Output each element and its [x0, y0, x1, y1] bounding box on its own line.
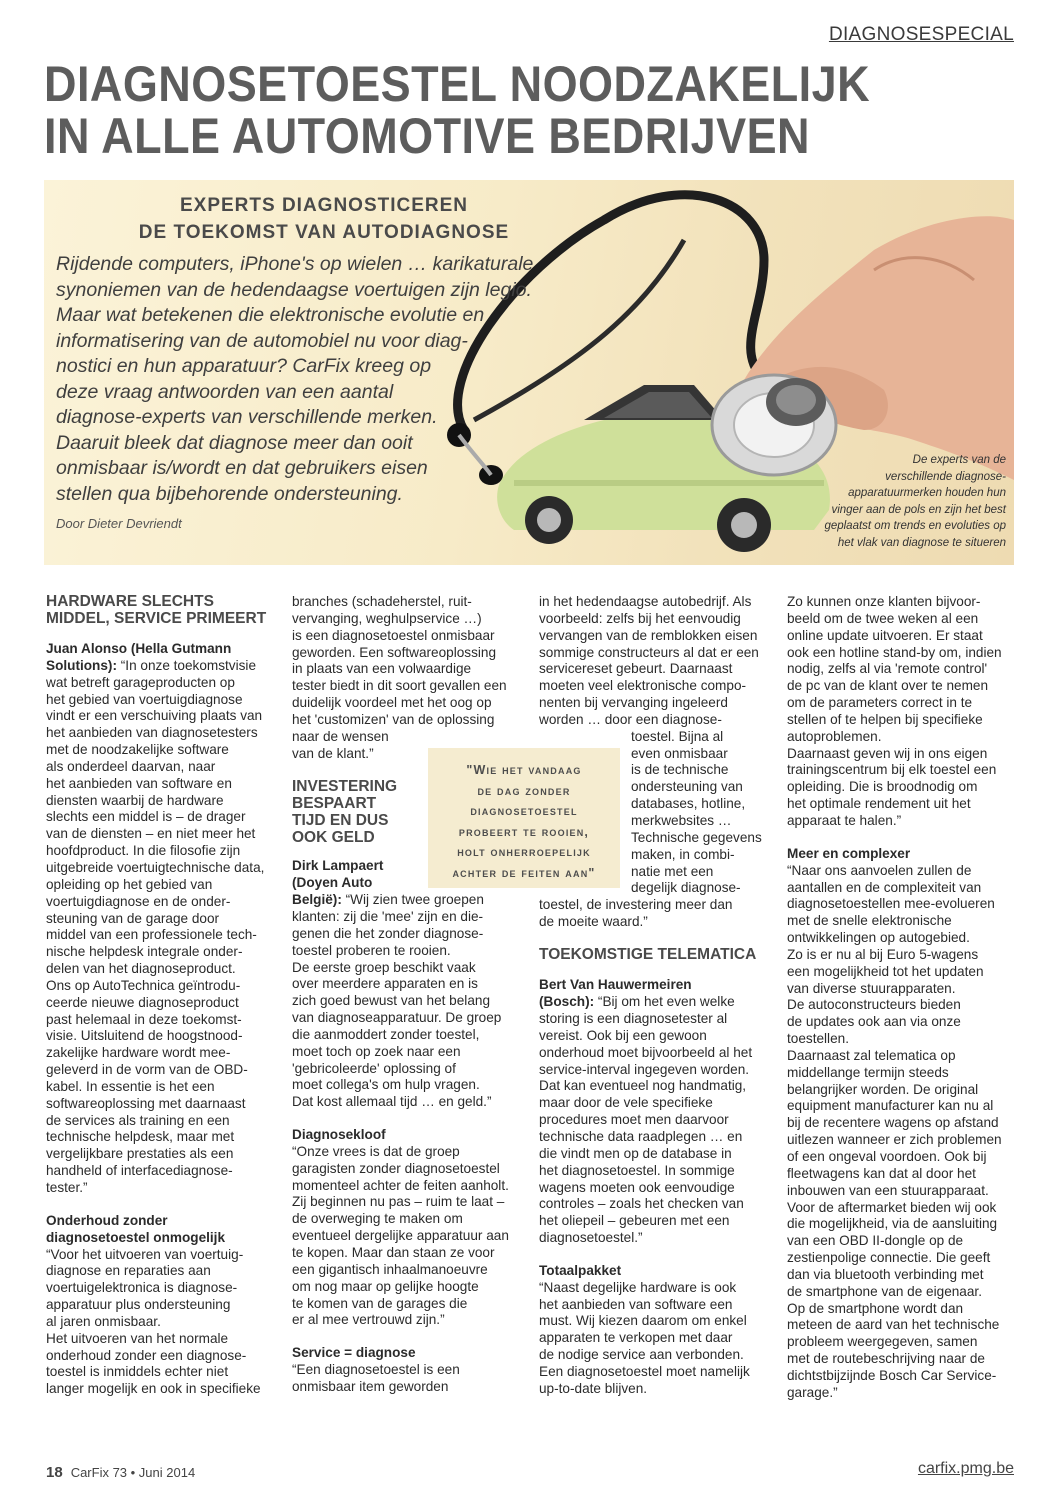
- column-2: [292, 594, 518, 1396]
- col4-paragraph-1: Zo kunnen onze klanten bijvoor- beeld om de twee weken al een online update uitvoeren. Er staat ook een hotline stand-by om, indien nodig, zelfs al via 'remote control' de pc van de klant over te nemen om de parameters correct in te stellen of te helpen bij specifieke autoproblemen. Daarnaast geven wij in ons eigen trainingscentrum bij elk toestel een opleiding. Die is broodnodig om het optimale rendement uit het apparaat te halen.”: [787, 594, 1002, 828]
- headline-line-1: DIAGNOSETOESTEL NOODZAKELIJK: [44, 56, 871, 112]
- pull-quote-text: "Wie het vandaag de dag zonder diagnosetoestel probeert te rooien, holt onherroepelijk achter de feiten aan": [452, 763, 596, 880]
- col2-subheading-1: Diagnosekloof: [292, 1127, 386, 1143]
- col1-speaker: Juan Alonso (Hella Gutmann Solutions):: [46, 641, 232, 673]
- website-link[interactable]: carfix.pmg.be: [917, 1460, 1014, 1477]
- col3-quote: “Bij om het even welke storing is een diagnosetester al vereist. Ook bij een gewoon onderhoud moet bijvoorbeeld al het service-interval ingegeven worden. Dat kan eventueel nog handmatig, maar door de vele specifieke procedures moet men daarvoor technische data raadplegen … en die vindt men op de database in het diagnosetoestel. In sommige wagens moeten ook eenvoudige controles – zoals het checken van het oliepeil – gebeuren met een diagnosetoestel.”: [539, 994, 753, 1246]
- col3-paragraph-1-wrap: toestel. Bijna al even onmisbaar is de technische ondersteuning van databases, hotline, merkwebsites … Technische gegevens maken, in combi- natie met een degelijk diagnose-: [631, 728, 762, 896]
- col4-paragraph-2: “Naar ons aanvoelen zullen de aantallen en de complexiteit van diagnosetoestellen mee-evolueren met de snelle elektronische ontwikkelingen op autogebied. Zo is er nu al bij Euro 5-wagens een mogelijkheid tot het updaten van diverse stuurapparaten. De autoconstructeurs bieden de updates ook aan via onze toestellen. Daarnaast zal telematica op middellange termijn steeds belangrijker worden. De original equipment manufacturer kan nu al bij de recentere wagens op afstand uitlezen wanneer er zich problemen of een ongeval voordoen. Ook bij fleetwagens kan dat al door het inbouwen van een stuurapparaat. Voor de aftermarket bieden wij ook die mogelijkheid, via de aansluiting van een OBD II-dongle op de zestienpolige connectie. Die geeft dan via bluetooth verbinding met de smartphone van de eigenaar. Op de smartphone wordt dan meteen de aard van het technische probleem weergegeven, samen met de routebeschrijving naar de dichtstbijzijnde Bosch Car Service- garage.”: [787, 862, 1002, 1400]
- col1-paragraph-2: “Voor het uitvoeren van voertuig- diagnose en reparaties aan voertuigelektronica is diagnose- apparatuur plus ondersteuning al jaren onmisbaar. Het uitvoeren van het normale onderhoud zonder een diagnose- toestel is inmiddels echter niet langer mogelijk en ook in specifieke: [46, 1246, 261, 1397]
- col1-heading: HARDWARE SLECHTS MIDDEL, SERVICE PRIMEERT: [46, 593, 267, 627]
- col2-paragraph-1: branches (schadeherstel, ruit- vervanging, weghulpservice …) is een diagnosetoestel onmisbaar geworden. Een softwareoplossing in plaats van een volwaardige tester biedt in dit soort gevallen een duidelijk voordeel met het oog op het 'customizen' van de oplossing naar de wensen van de klant.”: [292, 594, 507, 761]
- hero-subtitle: [44, 192, 604, 246]
- col4-subheading: Meer en complexer: [787, 845, 911, 861]
- column-1: [46, 594, 272, 1398]
- page-footer: [46, 1464, 195, 1481]
- hero-intro-text: Rijdende computers, iPhone's op wielen … karikaturale synoniemen van de hedendaagse voertuigen zijn legio. Maar wat betekenen die elektronische evolutie en informatisering van de automobiel nu voor diag- nostici en hun apparatuur? CarFix kreeg op deze vraag antwoorden van een aantal diagnose-experts van verschillende merken. Daaruit bleek dat diagnose meer dan ooit onmisbaar is/wordt en dat gebruikers eisen stellen qua bijbehorende ondersteuning.: [56, 253, 534, 505]
- col2-subheading-2: Service = diagnose: [292, 1345, 416, 1361]
- col2-speaker: Dirk Lampaert (Doyen Auto België):: [292, 858, 384, 908]
- col1-subheading: Onderhoud zonder diagnosetoestel onmogelijk: [46, 1212, 226, 1245]
- article-headline: [44, 58, 870, 162]
- col3-paragraph-1-end: toestel, de investering meer dan de moeite waard.”: [539, 897, 733, 930]
- col2-paragraph-4: “Een diagnosetoestel is een onmisbaar item geworden: [292, 1362, 460, 1394]
- col3-subheading: Totaalpakket: [539, 1262, 622, 1278]
- hero-subtitle-line-1: EXPERTS DIAGNOSTICEREN: [179, 195, 469, 216]
- issue-info: CarFix 73 • Juni 2014: [70, 1465, 196, 1480]
- col2-quote: “Wij zien twee groepen klanten: zij die 'mee' zijn en die- genen die het zonder diagnose- toestel proberen te rooien. De eerste groep beschikt vaak over meerdere apparaten en is zich goed bewust van het belang van diagnoseapparatuur. De groep die aanmoddert zonder toestel, moet toch op zoek naar een 'gebricoleerde' oplossing of moet collega's om hulp vragen. Dat kost allemaal tijd … en geld.”: [292, 892, 502, 1110]
- col2-paragraph-3: “Onze vrees is dat de groep garagisten zonder diagnosetoestel momenteel achter de feiten aanholt. Zij beginnen nu pas – ruim te laat – de overweging te maken om eventueel dergelijke apparatuur aan te kopen. Maar dan staan ze voor een gigantisch inhaalmanoeuvre om nog maar op gelijke hoogte te komen van de garages die er al mee vertrouwd zijn.”: [292, 1143, 509, 1328]
- col3-speaker: Bert Van Hauwermeiren (Bosch):: [539, 977, 692, 1010]
- page-number: 18: [46, 1464, 63, 1481]
- col3-paragraph-2: [539, 977, 765, 1247]
- hero-banner: [44, 180, 1014, 565]
- section-label: DIAGNOSESPECIAL: [828, 24, 1014, 45]
- hero-subtitle-line-2: DE TOEKOMST VAN AUTODIAGNOSE: [138, 222, 510, 243]
- col3-paragraph-1: in het hedendaagse autobedrijf. Als voorbeeld: zelfs bij het eenvoudig vervangen van de remblokken eisen sommige constructeurs al dat er een servicereset gebeurt. Daarnaast moeten veel elektronische compo- nenten bij vervanging ingeleerd worden … door een diagnose-: [539, 594, 759, 727]
- column-4: [787, 594, 1013, 1402]
- col3-heading: TOEKOMSTIGE TELEMATICA: [539, 945, 757, 963]
- col1-quote: “In onze toekomstvisie wat betreft garageproducten op het gebied van voertuigdiagnose vindt er een verschuiving plaats van het aanbieden van diagnosetesters met de noodzakelijke software als onderdeel daarvan, naar het aanbieden van software en diensten waarbij de hardware slechts een middel is – de drager van de diensten – en niet meer het hoofdproduct. In die filosofie zijn uitgebreide voertuigtechnische data, opleiding op het gebied van voertuigdiagnose en de onder- steuning van de garage door middel van een professionele tech- nische helpdesk integrale onder- delen van het diagnoseproduct. Ons op AutoTechnica geïntrodu- ceerde nieuwe diagnoseproduct past helemaal in deze toekomst- visie. Uitsluitend de hoogstnood- zakelijke hardware wordt mee- geleverd in de vorm van de OBD- kabel. In essentie is het een softwareoplossing met daarnaast de services als training en een technische helpdesk, maar met vergelijkbare prestaties als een handheld of interfacediagnose- tester.”: [46, 657, 265, 1195]
- photo-caption: De experts van de verschillende diagnose- apparatuurmerken houden hun vinger aan de pols en zijn het best geplaatst om trends en evoluties op het vlak van diagnose te situeren: [824, 454, 1006, 549]
- col3-paragraph-3: “Naast degelijke hardware is ook het aanbieden van software een must. Wij kiezen daarom om enkel apparaten te verkopen met daar de nodige service aan verbonden. Een diagnosetoestel moet namelijk up-to-date blijven.: [539, 1279, 750, 1396]
- col2-heading: INVESTERING BESPAART TIJD EN DUS OOK GELD: [292, 778, 398, 847]
- col2-paragraph-2: [292, 858, 518, 1111]
- author-byline: Door Dieter Devriendt: [56, 516, 182, 531]
- column-3: [539, 594, 765, 1398]
- col1-paragraph-1: [46, 641, 272, 1197]
- headline-line-2: IN ALLE AUTOMOTIVE BEDRIJVEN: [44, 108, 810, 164]
